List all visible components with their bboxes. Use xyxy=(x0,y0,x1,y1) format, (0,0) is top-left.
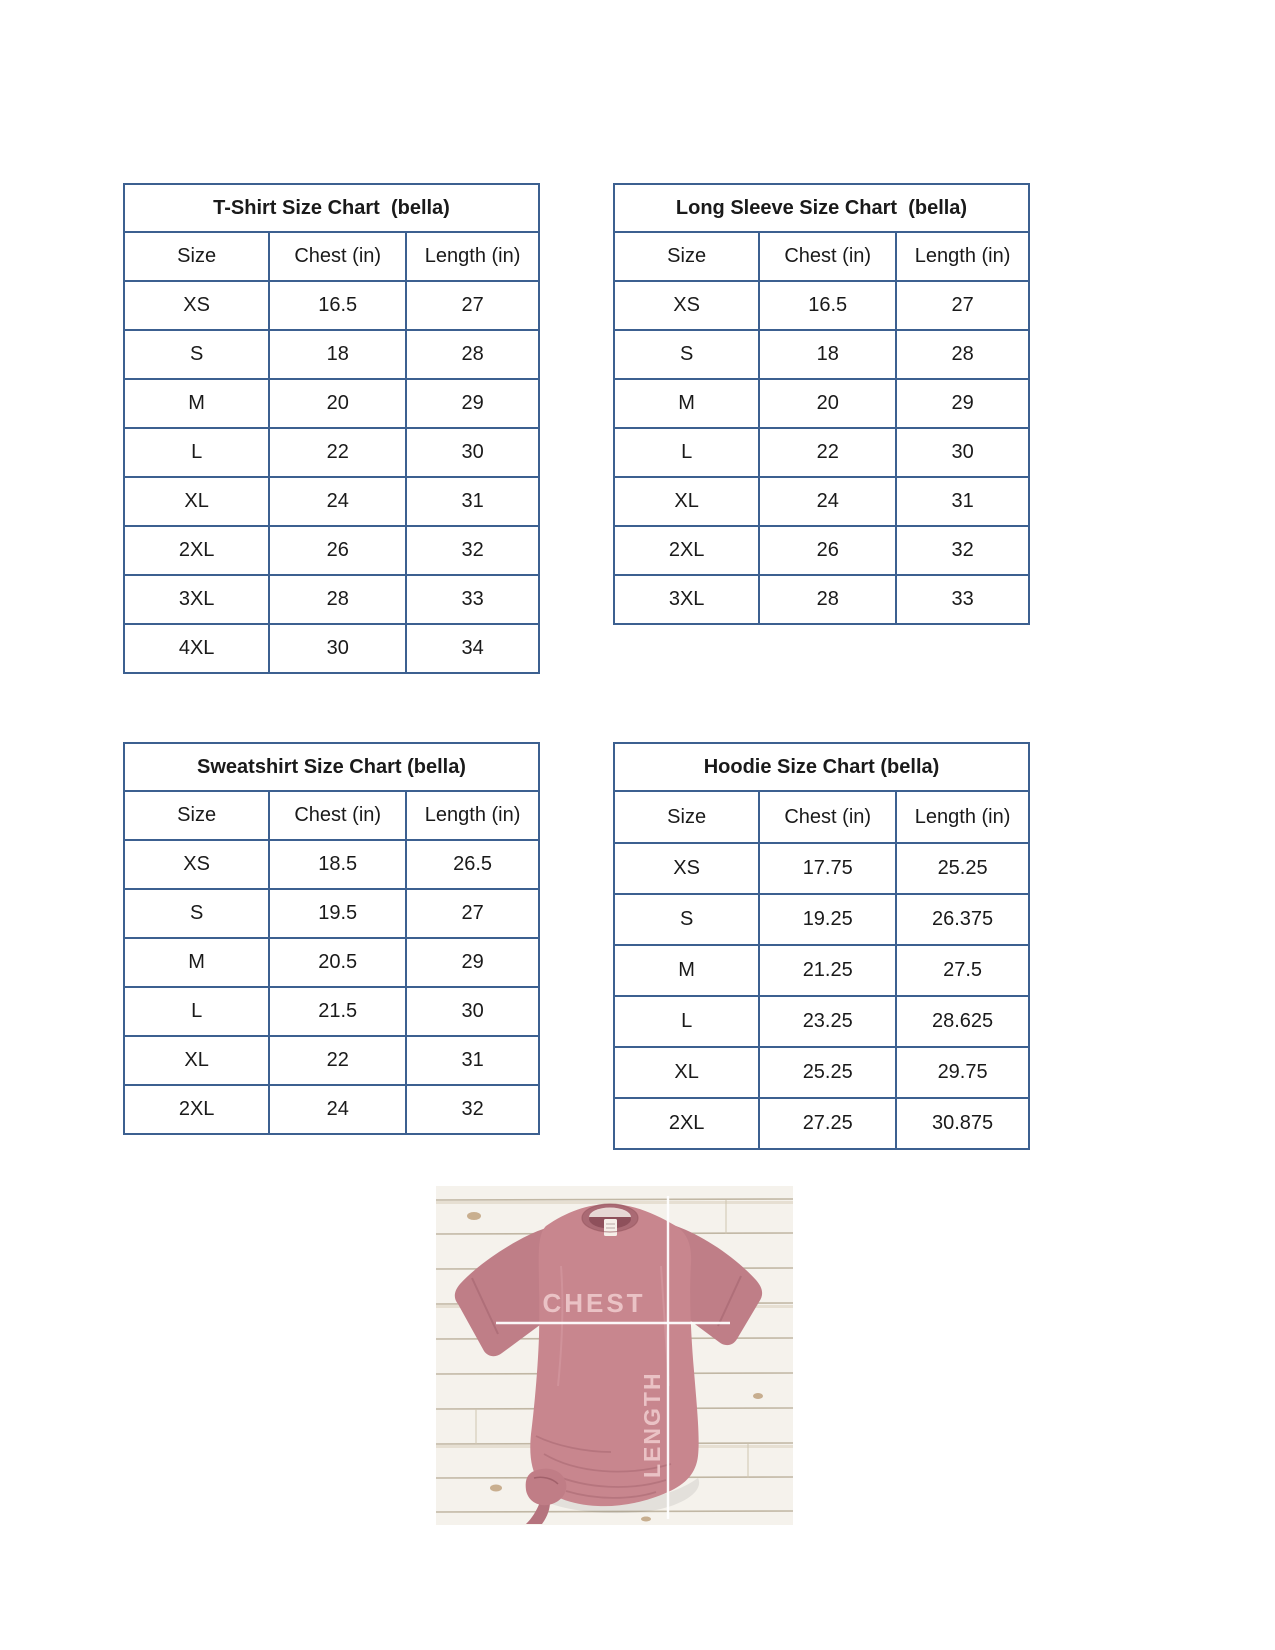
size-cell: L xyxy=(614,996,759,1047)
size-cell: 3XL xyxy=(614,575,759,624)
table-row xyxy=(614,477,1029,526)
column-header: Length (in) xyxy=(406,232,539,281)
column-header: Chest (in) xyxy=(269,791,406,840)
column-header: Chest (in) xyxy=(269,232,406,281)
table-row xyxy=(614,428,1029,477)
table-row xyxy=(614,379,1029,428)
measure-cell: 21.25 xyxy=(759,945,896,996)
size-cell: XS xyxy=(614,843,759,894)
measure-cell: 32 xyxy=(406,1085,539,1134)
measure-cell: 18.5 xyxy=(269,840,406,889)
size-cell: XL xyxy=(614,1047,759,1098)
size-cell: S xyxy=(124,330,269,379)
measure-cell: 27 xyxy=(406,889,539,938)
table-row xyxy=(124,1036,539,1085)
long-sleeve-size-table xyxy=(613,183,1030,625)
measure-cell: 29 xyxy=(406,938,539,987)
measure-cell: 32 xyxy=(406,526,539,575)
table-title: Sweatshirt Size Chart (bella) xyxy=(124,743,539,791)
table-row xyxy=(614,330,1029,379)
table-title: Hoodie Size Chart (bella) xyxy=(614,743,1029,791)
measure-cell: 31 xyxy=(406,1036,539,1085)
size-cell: M xyxy=(124,938,269,987)
table-row xyxy=(124,938,539,987)
measure-cell: 27.25 xyxy=(759,1098,896,1149)
measure-cell: 22 xyxy=(759,428,896,477)
column-header: Size xyxy=(614,232,759,281)
table-row xyxy=(614,526,1029,575)
longsleeve-table xyxy=(613,183,1030,625)
table-row xyxy=(124,477,539,526)
column-header: Chest (in) xyxy=(759,232,896,281)
measure-cell: 22 xyxy=(269,428,406,477)
table-row xyxy=(124,379,539,428)
measure-cell: 24 xyxy=(759,477,896,526)
sweatshirt-table xyxy=(123,742,540,1135)
table-row xyxy=(124,428,539,477)
size-cell: XL xyxy=(614,477,759,526)
measure-cell: 30.875 xyxy=(896,1098,1029,1149)
table-row xyxy=(124,575,539,624)
measure-cell: 28 xyxy=(406,330,539,379)
size-cell: XL xyxy=(124,1036,269,1085)
size-cell: XS xyxy=(124,840,269,889)
size-cell: L xyxy=(614,428,759,477)
measure-cell: 32 xyxy=(896,526,1029,575)
measure-cell: 27.5 xyxy=(896,945,1029,996)
measure-cell: 24 xyxy=(269,477,406,526)
hoodie-size-table xyxy=(613,742,1030,1150)
size-cell: 2XL xyxy=(124,526,269,575)
table-row xyxy=(614,1098,1029,1149)
column-header: Length (in) xyxy=(406,791,539,840)
measure-cell: 17.75 xyxy=(759,843,896,894)
size-cell: L xyxy=(124,428,269,477)
measure-cell: 30 xyxy=(406,987,539,1036)
measure-cell: 20.5 xyxy=(269,938,406,987)
measure-cell: 29.75 xyxy=(896,1047,1029,1098)
measure-cell: 16.5 xyxy=(759,281,896,330)
measure-cell: 24 xyxy=(269,1085,406,1134)
measure-cell: 29 xyxy=(896,379,1029,428)
measure-cell: 27 xyxy=(406,281,539,330)
table-row xyxy=(614,575,1029,624)
table-row xyxy=(124,987,539,1036)
table-row xyxy=(124,1085,539,1134)
table-row xyxy=(614,1047,1029,1098)
measure-cell: 26.375 xyxy=(896,894,1029,945)
table-title: T-Shirt Size Chart (bella) xyxy=(124,184,539,232)
measure-cell: 25.25 xyxy=(759,1047,896,1098)
table-row xyxy=(614,894,1029,945)
measure-cell: 31 xyxy=(896,477,1029,526)
measure-cell: 28 xyxy=(896,330,1029,379)
measure-cell: 31 xyxy=(406,477,539,526)
size-cell: 2XL xyxy=(124,1085,269,1134)
measure-cell: 33 xyxy=(896,575,1029,624)
table-row xyxy=(124,624,539,673)
measure-cell: 27 xyxy=(896,281,1029,330)
table-row xyxy=(124,281,539,330)
measure-cell: 34 xyxy=(406,624,539,673)
column-header: Length (in) xyxy=(896,232,1029,281)
table-row xyxy=(124,330,539,379)
measure-cell: 33 xyxy=(406,575,539,624)
size-cell: 2XL xyxy=(614,526,759,575)
column-header: Length (in) xyxy=(896,791,1029,843)
table-row xyxy=(614,996,1029,1047)
measure-cell: 26 xyxy=(269,526,406,575)
size-cell: S xyxy=(124,889,269,938)
measure-cell: 21.5 xyxy=(269,987,406,1036)
table-row xyxy=(614,945,1029,996)
size-cell: L xyxy=(124,987,269,1036)
measure-cell: 20 xyxy=(269,379,406,428)
measure-cell: 28.625 xyxy=(896,996,1029,1047)
measure-cell: 26.5 xyxy=(406,840,539,889)
column-header: Chest (in) xyxy=(759,791,896,843)
table-row xyxy=(124,840,539,889)
table-row xyxy=(124,526,539,575)
column-header: Size xyxy=(614,791,759,843)
sweatshirt-size-table xyxy=(123,742,540,1135)
measure-cell: 28 xyxy=(269,575,406,624)
size-cell: M xyxy=(614,379,759,428)
measure-cell: 16.5 xyxy=(269,281,406,330)
measure-cell: 18 xyxy=(759,330,896,379)
size-cell: 3XL xyxy=(124,575,269,624)
measure-cell: 20 xyxy=(759,379,896,428)
measure-cell: 29 xyxy=(406,379,539,428)
column-header: Size xyxy=(124,232,269,281)
table-row xyxy=(614,281,1029,330)
table-row xyxy=(614,843,1029,894)
measure-cell: 23.25 xyxy=(759,996,896,1047)
measure-cell: 18 xyxy=(269,330,406,379)
size-cell: XS xyxy=(124,281,269,330)
size-cell: S xyxy=(614,894,759,945)
tshirt-size-table xyxy=(123,183,540,674)
measure-cell: 30 xyxy=(269,624,406,673)
tshirt-measurement-photo xyxy=(436,1186,793,1525)
table-row xyxy=(124,889,539,938)
measure-cell: 25.25 xyxy=(896,843,1029,894)
measure-cell: 30 xyxy=(896,428,1029,477)
size-cell: M xyxy=(614,945,759,996)
column-header: Size xyxy=(124,791,269,840)
size-cell: XS xyxy=(614,281,759,330)
chest-label: CHEST xyxy=(542,1288,646,1318)
measure-cell: 22 xyxy=(269,1036,406,1085)
measure-cell: 30 xyxy=(406,428,539,477)
measure-cell: 26 xyxy=(759,526,896,575)
tshirt-mockup-graphic xyxy=(436,1186,793,1525)
size-cell: M xyxy=(124,379,269,428)
size-cell: S xyxy=(614,330,759,379)
measure-cell: 28 xyxy=(759,575,896,624)
size-cell: 2XL xyxy=(614,1098,759,1149)
table-title: Long Sleeve Size Chart (bella) xyxy=(614,184,1029,232)
measure-cell: 19.25 xyxy=(759,894,896,945)
hoodie-table xyxy=(613,742,1030,1150)
length-label: LENGTH xyxy=(639,1371,665,1478)
size-cell: 4XL xyxy=(124,624,269,673)
size-cell: XL xyxy=(124,477,269,526)
tshirt-table xyxy=(123,183,540,674)
measure-cell: 19.5 xyxy=(269,889,406,938)
